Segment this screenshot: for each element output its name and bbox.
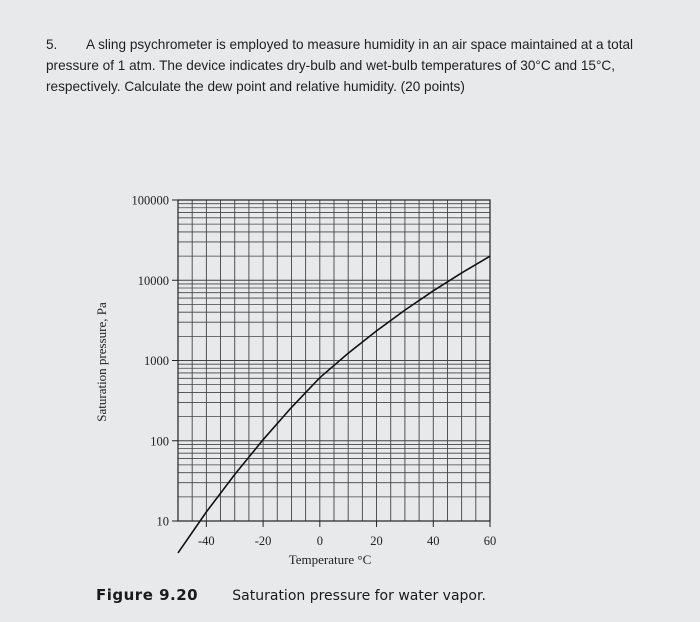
y-tick-label: 10	[156, 514, 169, 529]
chart-grid	[178, 200, 490, 521]
x-tick-label: 40	[427, 534, 440, 548]
x-tick-label: 0	[316, 534, 323, 548]
figure-label: Figure 9.20	[96, 586, 199, 604]
x-axis-label: Temperature °C	[288, 552, 372, 567]
problem-text: A sling psychrometer is employed to measure humidity in an air space maintained at a total pressure of 1 atm. The device indicates dry-bulb and wet-bulb temperatures of 30°C and 15°C, respectively. Calculate the dew point and relative humidity. (20 points)	[46, 37, 634, 94]
y-tick-label: 1000	[144, 354, 169, 368]
x-tick-label: -40	[198, 534, 215, 548]
figure-caption	[96, 586, 486, 604]
figure-description: Saturation pressure for water vapor.	[232, 588, 486, 604]
y-tick-label: 100000	[131, 193, 169, 208]
y-tick-label: 100	[150, 434, 169, 449]
problem-number: 5.	[46, 37, 58, 52]
y-axis-label: Saturation pressure, Pa	[94, 302, 109, 422]
x-tick-label: -20	[254, 534, 272, 548]
x-tick-label: 20	[370, 534, 383, 548]
chart-ticks	[132, 194, 497, 549]
x-tick-label: 60	[483, 534, 497, 548]
y-tick-label: 10000	[137, 273, 169, 288]
